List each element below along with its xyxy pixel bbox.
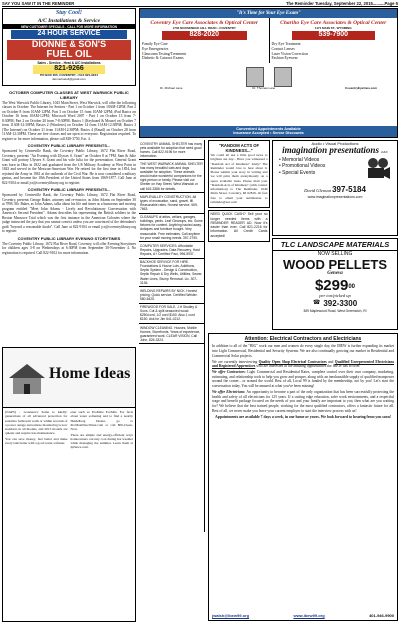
imagination-item: • Special Events bbox=[279, 169, 316, 176]
header-right: The Reminder Tuesday, September 22, 2015..........Page 5 bbox=[285, 1, 398, 6]
home-ideas-col2: ener such as ProMate EcoMix. For facts about water softening and to find a nearby Heidelberg Dealer, go to ProMateNewWater.com or call 800-Clean-Now. bbox=[70, 410, 133, 431]
eye2-brand: Chariho Eye Care Associates & Optical Center bbox=[280, 20, 387, 27]
classified-ad: BACKHOE SERVICE FOR HIRE. Foundations & House Lots, Additions, Septic System - Design & Construction, Septic Repair & Dry Wells, Utilities, Sewer, Water Lines, Stump Removal. Lic. 307-3136. bbox=[139, 259, 204, 288]
ac-brand1: DIONNE & SON'S bbox=[7, 40, 131, 50]
tlc-unit: per ton/picked up bbox=[319, 292, 351, 298]
eye-photos bbox=[140, 67, 397, 87]
home-ideas-col1: (NAPS) - Gonzeres's home is kindly: generations of all advanced protection for sensitive bathroom walls or within seconds of a power outage and remote monitoring is now standard on all models, and 2015 models are quieter and require less maintenance. bbox=[5, 410, 68, 436]
ibew-web[interactable]: www.ibew99.org bbox=[293, 613, 325, 618]
tlc-address: 389 Maplewood Road, West Greenwich, RI bbox=[303, 309, 367, 314]
ibew-title: Attention: Electrical Contractors and Electricians bbox=[244, 336, 362, 342]
doctor-photo bbox=[274, 67, 292, 87]
eye-website: CoventryEyeCare.com bbox=[344, 86, 377, 90]
eye1-service: Family Eye Care bbox=[142, 42, 168, 47]
classified-ad: FIREWOOD FOR SALE, J.H Studley & Sons. Cut & split seasoned wood. $250/cord, 1/2 cord $150. Also 1 cord $150. Ask for Jim 641-0212. bbox=[139, 304, 204, 324]
doctor-photo bbox=[246, 67, 264, 87]
ibew-p2d: Qualified Unrepresented Electricians and Registered Apprentices bbox=[212, 359, 395, 369]
ac-phone: 821-9266 bbox=[33, 65, 105, 74]
ibew-p4: : An opportunity to become a part of the only organization that has been successfully protecting the health and safety of all electricians for 125 years. If a cutting edge education, safer work environments, and a respectful wage and benefit package focused on the needs of you and your family are important to you, then what are you waiting for? We believe that the best trained people, working for the most qualified contractors, offers a fantastic future for all. Best of all, we never make you leave your current employer to start the interview process with us! bbox=[212, 390, 394, 413]
imagination-ad bbox=[272, 140, 398, 236]
tlc-title: TLC LANDSCAPE MATERIALS bbox=[273, 239, 397, 251]
page-header bbox=[2, 1, 398, 7]
article1-body: The West Warwick Public Library, 1043 Main Street, West Warwick, will offer the following classes in October: The Internet for Seniors - Part 1 on October 1 from 10AM-12PM, Part 2 on October 8 from 10AM-12PM, Part 3 on October 15 from 10AM-12PM; iPad Basics on October 16 from 10AM-12PM; Microsoft Word 2007 - Part 1 on October 13 from 7-8:30PM; Part 2 on October 20 from 7-8:30PM; Basics 1 (Keyboard & Mouse) on October 7 from 11AM-12:30PM; Basics 2 (Windows) on October 14 from 11AM-12:30PM; Basics 3 (The Internet) on October 21 from 11AM-12:30PM; Basics 4 (Email) on October 28 from 11AM-12:30PM. These are free classes and are open to everyone. Registration required. To register or for more information, please call 828-3750, Ext. 4. bbox=[2, 101, 136, 141]
imagination-brand: imagination presentations bbox=[282, 145, 379, 155]
eye1-service: Eye Emergencies bbox=[142, 46, 169, 51]
ibew-p3: : Light Commercial and Residential Rates, complete control over their own company, marketing, estimating, and relationship tools to help you grow and prosper, along with an inexhaustible supply of qualified manpower around the corner…or around the world. Best of all, Local 99 is funded by the membership, not by you! Let's start the conversation today. You will be amazed at what you've been missing! bbox=[212, 370, 394, 389]
ibew-p3lead: We offer Contractors bbox=[212, 370, 245, 375]
ibew-email[interactable]: jwalsh@ibew99.org bbox=[212, 613, 250, 618]
eye2-address: 1171 MAIN ST., WYOMING bbox=[314, 25, 352, 30]
article3-title: COVENTRY PUBLIC LIBRARY PRESENTS... bbox=[27, 187, 111, 193]
classified-ad: WINDOW CLEANING. Houses, Mobile Homes, Storefronts. Years of experience, guaranteed work. CLEAR VISION. Call John, 826-3324. bbox=[139, 324, 204, 344]
article2-title: COVENTRY PUBLIC LIBRARY PRESENTS... bbox=[27, 143, 111, 149]
article4-title: COVENTRY PUBLIC LIBRARY EVENING STORYTIMES bbox=[17, 235, 121, 241]
imagination-top: Audio • Visual Productions bbox=[311, 141, 359, 146]
eye1-service: Glaucoma Testing/Treatment bbox=[142, 51, 187, 56]
eye1-address: 1700 NOOSENECK HILL ROAD • COVENTRY bbox=[172, 25, 236, 30]
ac-ad bbox=[2, 8, 136, 86]
tlc-price: $299 bbox=[314, 276, 349, 294]
ibew-p2e: who are interested in the amazing opportunities the IBEW has to offer. bbox=[256, 364, 361, 369]
left-articles bbox=[2, 88, 136, 346]
eye1-phone: 828-2020 bbox=[162, 31, 247, 40]
eye-footer-line1: Convenient Appointments Available bbox=[236, 126, 301, 131]
ac-special: NEW CUSTOMER SPECIALS - CALL FOR MORE INFORMATION bbox=[3, 24, 135, 29]
kindness-body: We could all use a little good news to brighten our day... Have you witnessed a "Random Act of Kindness" lately? The Reminder would love to hear about it. Please submit your story in writing and we will print them anonymously on a space available basis. Please mail your "Random Acts of Kindness" (with contact information) to The Reminder, 1049 Main Street, Coventry, RI 02816. Or feel free to email your submission to reminder@aol.com bbox=[210, 153, 268, 204]
tlc-price-cents: 00 bbox=[348, 283, 356, 290]
ac-brand2: FUEL OIL bbox=[7, 50, 131, 60]
doctor-name: Dr. Thomas Lane bbox=[252, 86, 276, 90]
home-ideas bbox=[2, 347, 136, 622]
mid-classifieds bbox=[139, 140, 205, 532]
classified-ad: MAPLEVALLEY CONSTRUCTION. All types of excavation, sand, gravel, fill. Reasonable rates. Honest service. 569-7663. bbox=[139, 193, 204, 213]
classified-ad: COVENTRY ANIMAL SHELTER has many pets available for adoption that need good homes. Call 822-9196 for more information. bbox=[139, 140, 204, 160]
phone-icon: ☎ bbox=[312, 300, 321, 307]
ac-sales: Sales - Service - Heat & A/C Installations bbox=[37, 60, 101, 65]
classified-ad: WELDING REPAIRS BY NICK. Honest pricing. Quick service. Certified Welder. 580-6425. bbox=[139, 287, 204, 303]
ac-stay-cool: Stay Cool! bbox=[55, 10, 83, 16]
tlc-now-selling: NOW SELLING bbox=[317, 251, 353, 258]
kindness-col bbox=[208, 140, 270, 330]
tlc-ad bbox=[272, 238, 398, 330]
ibew-phone: 401-946-9900 bbox=[369, 613, 394, 618]
ibew-p5: Appointments are available 7 days a week, in our home or yours. We look forward to hearing from you soon! bbox=[215, 414, 391, 419]
imagination-phone: 397-5184 bbox=[332, 185, 366, 194]
eye1-services bbox=[142, 42, 267, 61]
ibew-p2b: Quality Open Shop Electrical Contractors bbox=[258, 359, 327, 364]
eye-banner: "It's Time for Your Eye Exam" bbox=[140, 9, 397, 18]
classified-ad: COMPUTER SERVICES: Affordable Repairs, Upgrades, Data Recovery, Hard Repairs, A+ Certified Paul, 996-5937. bbox=[139, 242, 204, 258]
ibew-ad bbox=[208, 333, 398, 621]
home-ideas-col1b: You can save money, feel better and make every task better with a good water softener. bbox=[5, 436, 68, 446]
tlc-product: WOOD PELLETS bbox=[283, 256, 387, 272]
eye-footer-line2: Insurance Accepted • Senior Discounts bbox=[233, 131, 304, 136]
eye2-service: Dry Eye Treatment bbox=[271, 42, 301, 47]
doctor-name: Dr. Michael Lane bbox=[160, 86, 183, 90]
article1-title: OCTOBER COMPUTER CLASSES AT WEST WARWICK PUBLIC LIBRARY bbox=[9, 90, 129, 100]
classified-ad: CLEANUPS of attics, cellars, garages, buildings, yards. Leaf Cleanups, etc. Some fixtures for content. Anything hauled away. Antiques and furniture bought. Very reasonable. Free estimates. Call anytime for your small moving needs. 397-2790. bbox=[139, 214, 204, 243]
tlc-phone: 392-3300 bbox=[323, 299, 358, 309]
eye2-phone: 539-7900 bbox=[292, 31, 376, 40]
ibew-p2a: We are currently interviewing bbox=[212, 359, 258, 364]
imagination-contact: David Gleason bbox=[304, 188, 332, 193]
ac-line: A/C Installations & Service bbox=[37, 17, 101, 24]
article4-body: The Coventry Public Library, 1672 Flat River Road, Coventry, will offer Evening Storytimes for children ages 3-8 on Wednesdays at 6:30PM from September 30-November 4. No registration is required. Call 822-9102 for more information. bbox=[2, 241, 136, 255]
eye-care-ad bbox=[139, 8, 398, 138]
house-icon bbox=[7, 362, 47, 396]
imagination-web: www.imaginationpresentations.com bbox=[307, 195, 363, 199]
home-ideas-heading: Home Ideas bbox=[49, 365, 131, 382]
home-ideas-col2b: There are simple and energy-efficient ways homeowners can stay cool during hot weather while managing the summer. Learn them at IpNews.com. bbox=[70, 432, 133, 450]
need-cash-body: NEED QUICK CASH? Sell your no longer needed items with a REMINDER READER AD. Now it's easier than ever. Call 821-2216 for information. All Credit Cards accepted! bbox=[210, 212, 268, 238]
eye2-service: Contact Lenses bbox=[271, 46, 295, 51]
article2-body: Sponsored by Centreville Bank, the Coventry Public Library, 1672 Flat River Road, Coventry, presents "An Evening with Ulysses S. Grant" on October 8 at 7PM. Sam & Julie Grant will portray Ulysses S. Grant and his wife Julia for the presentation. General Grant was born in Ohio in 1822 and graduated from the US Military Academy at West Point in 1843 and served in the Mexican-American War. He retired for the first time in 1854, but rejoined the Army in 1861 at the outbreak of the Civil War. He is now considered a military genius, and became the 18th President of the United States from 1869-1877. Call Jane at 822-9104 or email jcr@coventrylibrary.org to register. bbox=[2, 149, 136, 185]
header-left: SAY YOU SAW IT IN THE REMINDER bbox=[2, 1, 75, 6]
ibew-p4lead: We offer Electricians bbox=[212, 390, 245, 395]
ac-hours: 24 HOUR SERVICE bbox=[11, 30, 127, 39]
imagination-suffix: LLC bbox=[381, 150, 388, 154]
film-camera-icon bbox=[365, 157, 391, 181]
eye2-services bbox=[272, 42, 396, 61]
article3-body: Sponsored by Centreville Bank, the Coventry Public Library, 1672 Flat River Road, Coventry, presents George Baker, attorney and re-enactor, as John Adams on September 30 at 7PM. Mr. Baker, as John Adams, talks about his life and times as a humorous and moving program entitled "Meet John Adams - Lively and Revolutionary Conversation with America's Second President". Adams describes his representing the British soldiers in the Boston Massacre Trial which was the first instance in the American Colonies where the judge instructed the jury that you cannot convict unless you are convinced of the defendant's guilt "beyond a reasonable doubt". Call Jane at 822-9104 or email jcr@coventrylibrary.org to register. bbox=[2, 193, 136, 234]
eye1-service: Diabetic & Cataract Exams bbox=[142, 56, 184, 61]
kindness-title: "RANDOM ACTS OF KINDNESS..." bbox=[218, 142, 260, 153]
ac-address: PO BOX 365, COVENTRY • FAX 821-9164 bbox=[40, 73, 98, 78]
eye2-service: Laser Vision Correction bbox=[271, 51, 308, 56]
ibew-p2c: and bbox=[328, 359, 334, 364]
tlc-brand: Geneva bbox=[327, 271, 343, 277]
imagination-item: • Memorial Videos bbox=[279, 157, 320, 163]
ibew-p1: In addition to all of the "BIG" work our men and women do every single day, the IBEW is further expanding its market into Light Commercial, Residential and Security Systems. We are also continually growing our market in Residential and Commercial Solar projects. bbox=[212, 344, 394, 358]
eye2-service: Fashion Eyewear bbox=[271, 56, 298, 61]
classified-ad: THE WEST WARWICK ANIMAL SHELTER has many beautiful cats and dogs available for adoption. These animals would make wonderful companions for the right person or family. Please visit our Shelter on Hay Street, West Warwick or call 615-3386 for details. bbox=[139, 160, 204, 193]
eye1-brand: Coventry Eye Care Associates & Optical Center bbox=[150, 20, 259, 27]
ac-email: dionnefueloil@gmail.com bbox=[52, 77, 86, 82]
imagination-item: • Promotional Videos bbox=[279, 163, 326, 170]
